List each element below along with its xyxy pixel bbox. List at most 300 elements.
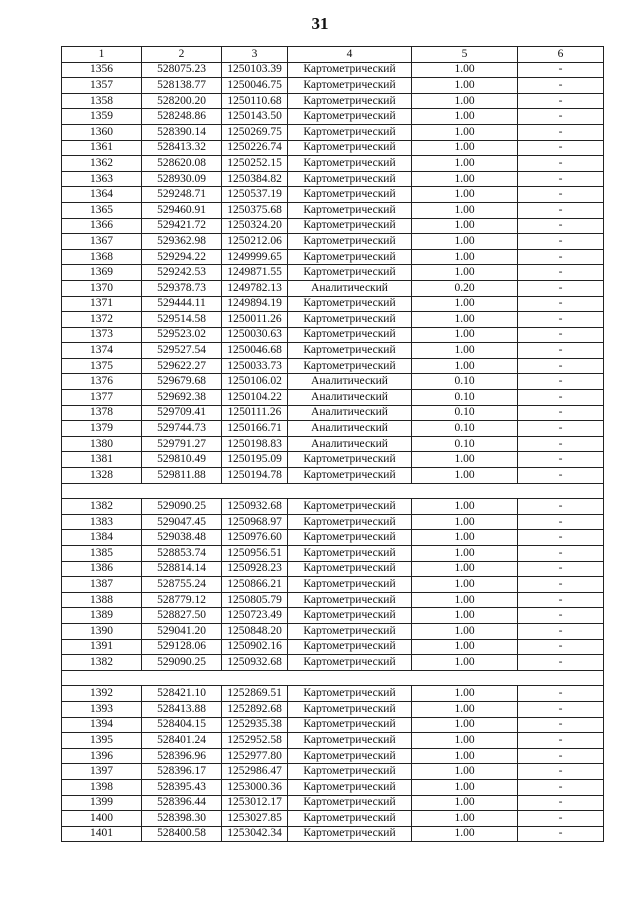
method-cell: Аналитический [288, 405, 412, 421]
table-row [62, 623, 604, 639]
accuracy-cell: 1.00 [412, 701, 518, 717]
point-number-cell: 1372 [62, 312, 142, 328]
x-coordinate-cell: 528401.24 [142, 733, 222, 749]
accuracy-cell: 1.00 [412, 265, 518, 281]
table-row [62, 265, 604, 281]
method-cell: Картометрический [288, 639, 412, 655]
x-coordinate-cell: 528930.09 [142, 171, 222, 187]
x-coordinate-cell: 529744.73 [142, 421, 222, 437]
accuracy-cell: 1.00 [412, 733, 518, 749]
accuracy-cell: 0.10 [412, 390, 518, 406]
table-row [62, 124, 604, 140]
accuracy-cell: 0.10 [412, 374, 518, 390]
accuracy-cell: 1.00 [412, 249, 518, 265]
point-number-cell: 1389 [62, 608, 142, 624]
note-cell: - [518, 436, 604, 452]
point-number-cell: 1395 [62, 733, 142, 749]
x-coordinate-cell: 529527.54 [142, 343, 222, 359]
table-row [62, 78, 604, 94]
table-row [62, 577, 604, 593]
method-cell: Картометрический [288, 358, 412, 374]
note-cell: - [518, 655, 604, 671]
table-row [62, 249, 604, 265]
accuracy-cell: 0.10 [412, 436, 518, 452]
point-number-cell: 1391 [62, 639, 142, 655]
coordinates-table [61, 46, 604, 842]
method-cell: Картометрический [288, 655, 412, 671]
note-cell: - [518, 312, 604, 328]
x-coordinate-cell: 528398.30 [142, 811, 222, 827]
point-number-cell: 1366 [62, 218, 142, 234]
y-coordinate-cell: 1250111.26 [222, 405, 288, 421]
table-row [62, 686, 604, 702]
method-cell: Картометрический [288, 202, 412, 218]
accuracy-cell: 1.00 [412, 655, 518, 671]
x-coordinate-cell: 528390.14 [142, 124, 222, 140]
accuracy-cell: 1.00 [412, 468, 518, 484]
note-cell: - [518, 327, 604, 343]
point-number-cell: 1382 [62, 499, 142, 515]
point-number-cell: 1380 [62, 436, 142, 452]
note-cell: - [518, 124, 604, 140]
table-row [62, 826, 604, 842]
point-number-cell: 1398 [62, 779, 142, 795]
accuracy-cell: 1.00 [412, 358, 518, 374]
table-row [62, 561, 604, 577]
method-cell: Картометрический [288, 93, 412, 109]
note-cell: - [518, 78, 604, 94]
table-row [62, 795, 604, 811]
y-coordinate-cell: 1253012.17 [222, 795, 288, 811]
table-row [62, 140, 604, 156]
x-coordinate-cell: 529523.02 [142, 327, 222, 343]
note-cell: - [518, 779, 604, 795]
point-number-cell: 1399 [62, 795, 142, 811]
x-coordinate-cell: 529378.73 [142, 280, 222, 296]
table-row [62, 218, 604, 234]
x-coordinate-cell: 529421.72 [142, 218, 222, 234]
method-cell: Картометрический [288, 499, 412, 515]
point-number-cell: 1371 [62, 296, 142, 312]
table-row [62, 530, 604, 546]
table-row [62, 436, 604, 452]
x-coordinate-cell: 529679.68 [142, 374, 222, 390]
note-cell: - [518, 795, 604, 811]
note-cell: - [518, 109, 604, 125]
x-coordinate-cell: 529041.20 [142, 623, 222, 639]
accuracy-cell: 1.00 [412, 202, 518, 218]
note-cell: - [518, 514, 604, 530]
point-number-cell: 1360 [62, 124, 142, 140]
x-coordinate-cell: 529514.58 [142, 312, 222, 328]
table-row [62, 779, 604, 795]
point-number-cell: 1388 [62, 592, 142, 608]
accuracy-cell: 1.00 [412, 623, 518, 639]
y-coordinate-cell: 1250252.15 [222, 156, 288, 172]
table-row [62, 93, 604, 109]
y-coordinate-cell: 1250537.19 [222, 187, 288, 203]
x-coordinate-cell: 528413.32 [142, 140, 222, 156]
note-cell: - [518, 218, 604, 234]
point-number-cell: 1364 [62, 187, 142, 203]
method-cell: Картометрический [288, 561, 412, 577]
accuracy-cell: 1.00 [412, 639, 518, 655]
table-row [62, 701, 604, 717]
accuracy-cell: 0.10 [412, 421, 518, 437]
table-row [62, 514, 604, 530]
method-cell: Картометрический [288, 296, 412, 312]
note-cell: - [518, 686, 604, 702]
method-cell: Аналитический [288, 421, 412, 437]
accuracy-cell: 1.00 [412, 811, 518, 827]
x-coordinate-cell: 529038.48 [142, 530, 222, 546]
x-coordinate-cell: 529090.25 [142, 499, 222, 515]
x-coordinate-cell: 528413.88 [142, 701, 222, 717]
note-cell: - [518, 202, 604, 218]
table-row [62, 374, 604, 390]
y-coordinate-cell: 1250932.68 [222, 655, 288, 671]
note-cell: - [518, 280, 604, 296]
method-cell: Картометрический [288, 312, 412, 328]
y-coordinate-cell: 1250106.02 [222, 374, 288, 390]
y-coordinate-cell: 1250030.63 [222, 327, 288, 343]
accuracy-cell: 1.00 [412, 795, 518, 811]
accuracy-cell: 1.00 [412, 826, 518, 842]
x-coordinate-cell: 529622.27 [142, 358, 222, 374]
separator-cell [62, 483, 604, 499]
note-cell: - [518, 639, 604, 655]
accuracy-cell: 1.00 [412, 62, 518, 78]
accuracy-cell: 1.00 [412, 124, 518, 140]
table-row [62, 234, 604, 250]
y-coordinate-cell: 1250384.82 [222, 171, 288, 187]
y-coordinate-cell: 1250046.68 [222, 343, 288, 359]
method-cell: Картометрический [288, 733, 412, 749]
y-coordinate-cell: 1250195.09 [222, 452, 288, 468]
method-cell: Картометрический [288, 234, 412, 250]
point-number-cell: 1357 [62, 78, 142, 94]
accuracy-cell: 1.00 [412, 592, 518, 608]
note-cell: - [518, 171, 604, 187]
y-coordinate-cell: 1250902.16 [222, 639, 288, 655]
x-coordinate-cell: 529692.38 [142, 390, 222, 406]
method-cell: Картометрический [288, 592, 412, 608]
note-cell: - [518, 93, 604, 109]
point-number-cell: 1367 [62, 234, 142, 250]
accuracy-cell: 1.00 [412, 296, 518, 312]
accuracy-cell: 1.00 [412, 499, 518, 515]
y-coordinate-cell: 1250046.75 [222, 78, 288, 94]
table-row [62, 156, 604, 172]
table-row [62, 608, 604, 624]
point-number-cell: 1365 [62, 202, 142, 218]
note-cell: - [518, 577, 604, 593]
table-separator-row [62, 483, 604, 499]
method-cell: Картометрический [288, 764, 412, 780]
note-cell: - [518, 733, 604, 749]
y-coordinate-cell: 1252977.80 [222, 748, 288, 764]
x-coordinate-cell: 528396.96 [142, 748, 222, 764]
y-coordinate-cell: 1252869.51 [222, 686, 288, 702]
table-row [62, 109, 604, 125]
x-coordinate-cell: 529128.06 [142, 639, 222, 655]
table-separator-row [62, 670, 604, 686]
point-number-cell: 1356 [62, 62, 142, 78]
y-coordinate-cell: 1250212.06 [222, 234, 288, 250]
method-cell: Картометрический [288, 124, 412, 140]
point-number-cell: 1376 [62, 374, 142, 390]
accuracy-cell: 1.00 [412, 156, 518, 172]
y-coordinate-cell: 1250033.73 [222, 358, 288, 374]
point-number-cell: 1384 [62, 530, 142, 546]
table-row [62, 421, 604, 437]
separator-cell [62, 670, 604, 686]
method-cell: Картометрический [288, 109, 412, 125]
note-cell: - [518, 826, 604, 842]
method-cell: Картометрический [288, 748, 412, 764]
point-number-cell: 1373 [62, 327, 142, 343]
x-coordinate-cell: 529811.88 [142, 468, 222, 484]
method-cell: Картометрический [288, 608, 412, 624]
y-coordinate-cell: 1250805.79 [222, 592, 288, 608]
accuracy-cell: 0.10 [412, 405, 518, 421]
point-number-cell: 1396 [62, 748, 142, 764]
note-cell: - [518, 140, 604, 156]
accuracy-cell: 1.00 [412, 452, 518, 468]
y-coordinate-cell: 1250110.68 [222, 93, 288, 109]
accuracy-cell: 1.00 [412, 764, 518, 780]
point-number-cell: 1386 [62, 561, 142, 577]
y-coordinate-cell: 1250011.26 [222, 312, 288, 328]
accuracy-cell: 1.00 [412, 608, 518, 624]
accuracy-cell: 1.00 [412, 561, 518, 577]
y-coordinate-cell: 1250104.22 [222, 390, 288, 406]
table-row [62, 717, 604, 733]
y-coordinate-cell: 1250375.68 [222, 202, 288, 218]
table-row [62, 655, 604, 671]
table-row [62, 358, 604, 374]
accuracy-cell: 1.00 [412, 109, 518, 125]
method-cell: Картометрический [288, 343, 412, 359]
x-coordinate-cell: 529294.22 [142, 249, 222, 265]
x-coordinate-cell: 528814.14 [142, 561, 222, 577]
x-coordinate-cell: 528395.43 [142, 779, 222, 795]
y-coordinate-cell: 1253042.34 [222, 826, 288, 842]
method-cell: Картометрический [288, 78, 412, 94]
point-number-cell: 1370 [62, 280, 142, 296]
accuracy-cell: 1.00 [412, 717, 518, 733]
point-number-cell: 1401 [62, 826, 142, 842]
x-coordinate-cell: 528755.24 [142, 577, 222, 593]
accuracy-cell: 1.00 [412, 748, 518, 764]
note-cell: - [518, 265, 604, 281]
accuracy-cell: 1.00 [412, 546, 518, 562]
table-row [62, 452, 604, 468]
note-cell: - [518, 234, 604, 250]
note-cell: - [518, 608, 604, 624]
table-row [62, 187, 604, 203]
note-cell: - [518, 374, 604, 390]
method-cell: Картометрический [288, 577, 412, 593]
point-number-cell: 1381 [62, 452, 142, 468]
method-cell: Картометрический [288, 140, 412, 156]
point-number-cell: 1375 [62, 358, 142, 374]
note-cell: - [518, 249, 604, 265]
y-coordinate-cell: 1250194.78 [222, 468, 288, 484]
x-coordinate-cell: 529810.49 [142, 452, 222, 468]
point-number-cell: 1378 [62, 405, 142, 421]
point-number-cell: 1368 [62, 249, 142, 265]
point-number-cell: 1361 [62, 140, 142, 156]
note-cell: - [518, 405, 604, 421]
x-coordinate-cell: 528396.17 [142, 764, 222, 780]
note-cell: - [518, 499, 604, 515]
point-number-cell: 1369 [62, 265, 142, 281]
table-row [62, 280, 604, 296]
note-cell: - [518, 546, 604, 562]
note-cell: - [518, 156, 604, 172]
method-cell: Картометрический [288, 795, 412, 811]
point-number-cell: 1374 [62, 343, 142, 359]
x-coordinate-cell: 528404.15 [142, 717, 222, 733]
table-row [62, 343, 604, 359]
y-coordinate-cell: 1249782.13 [222, 280, 288, 296]
table-row [62, 811, 604, 827]
x-coordinate-cell: 528853.74 [142, 546, 222, 562]
note-cell: - [518, 62, 604, 78]
y-coordinate-cell: 1253027.85 [222, 811, 288, 827]
method-cell: Картометрический [288, 187, 412, 203]
table-row [62, 639, 604, 655]
y-coordinate-cell: 1250976.60 [222, 530, 288, 546]
note-cell: - [518, 421, 604, 437]
accuracy-cell: 1.00 [412, 577, 518, 593]
x-coordinate-cell: 528138.77 [142, 78, 222, 94]
y-coordinate-cell: 1250143.50 [222, 109, 288, 125]
method-cell: Аналитический [288, 280, 412, 296]
table-row [62, 327, 604, 343]
method-cell: Картометрический [288, 468, 412, 484]
note-cell: - [518, 530, 604, 546]
y-coordinate-cell: 1250226.74 [222, 140, 288, 156]
method-cell: Картометрический [288, 811, 412, 827]
method-cell: Картометрический [288, 686, 412, 702]
accuracy-cell: 1.00 [412, 343, 518, 359]
y-coordinate-cell: 1250928.23 [222, 561, 288, 577]
point-number-cell: 1359 [62, 109, 142, 125]
y-coordinate-cell: 1250956.51 [222, 546, 288, 562]
header-cell-1: 1 [62, 47, 142, 63]
point-number-cell: 1328 [62, 468, 142, 484]
note-cell: - [518, 296, 604, 312]
table-header-row [62, 47, 604, 63]
method-cell: Аналитический [288, 374, 412, 390]
note-cell: - [518, 561, 604, 577]
x-coordinate-cell: 529791.27 [142, 436, 222, 452]
y-coordinate-cell: 1250103.39 [222, 62, 288, 78]
y-coordinate-cell: 1250198.83 [222, 436, 288, 452]
table-row [62, 764, 604, 780]
accuracy-cell: 1.00 [412, 686, 518, 702]
y-coordinate-cell: 1250968.97 [222, 514, 288, 530]
point-number-cell: 1390 [62, 623, 142, 639]
y-coordinate-cell: 1250932.68 [222, 499, 288, 515]
table-row [62, 499, 604, 515]
y-coordinate-cell: 1252952.58 [222, 733, 288, 749]
header-cell-5: 5 [412, 47, 518, 63]
x-coordinate-cell: 528200.20 [142, 93, 222, 109]
table-row [62, 405, 604, 421]
header-cell-3: 3 [222, 47, 288, 63]
accuracy-cell: 1.00 [412, 171, 518, 187]
point-number-cell: 1397 [62, 764, 142, 780]
accuracy-cell: 1.00 [412, 312, 518, 328]
x-coordinate-cell: 529248.71 [142, 187, 222, 203]
accuracy-cell: 1.00 [412, 779, 518, 795]
header-cell-4: 4 [288, 47, 412, 63]
method-cell: Картометрический [288, 530, 412, 546]
method-cell: Картометрический [288, 327, 412, 343]
y-coordinate-cell: 1250723.49 [222, 608, 288, 624]
table-row [62, 733, 604, 749]
table-row [62, 312, 604, 328]
x-coordinate-cell: 529242.53 [142, 265, 222, 281]
x-coordinate-cell: 529090.25 [142, 655, 222, 671]
note-cell: - [518, 452, 604, 468]
x-coordinate-cell: 529362.98 [142, 234, 222, 250]
accuracy-cell: 1.00 [412, 187, 518, 203]
table-row [62, 202, 604, 218]
table-row [62, 468, 604, 484]
y-coordinate-cell: 1253000.36 [222, 779, 288, 795]
note-cell: - [518, 592, 604, 608]
accuracy-cell: 1.00 [412, 530, 518, 546]
note-cell: - [518, 764, 604, 780]
table-row [62, 592, 604, 608]
point-number-cell: 1387 [62, 577, 142, 593]
header-cell-6: 6 [518, 47, 604, 63]
table-row [62, 296, 604, 312]
note-cell: - [518, 358, 604, 374]
point-number-cell: 1392 [62, 686, 142, 702]
x-coordinate-cell: 529444.11 [142, 296, 222, 312]
point-number-cell: 1382 [62, 655, 142, 671]
method-cell: Картометрический [288, 62, 412, 78]
table-row [62, 62, 604, 78]
point-number-cell: 1394 [62, 717, 142, 733]
y-coordinate-cell: 1252986.47 [222, 764, 288, 780]
y-coordinate-cell: 1252892.68 [222, 701, 288, 717]
method-cell: Картометрический [288, 779, 412, 795]
method-cell: Картометрический [288, 171, 412, 187]
y-coordinate-cell: 1249894.19 [222, 296, 288, 312]
method-cell: Картометрический [288, 218, 412, 234]
note-cell: - [518, 748, 604, 764]
x-coordinate-cell: 528421.10 [142, 686, 222, 702]
note-cell: - [518, 187, 604, 203]
method-cell: Картометрический [288, 826, 412, 842]
y-coordinate-cell: 1249999.65 [222, 249, 288, 265]
point-number-cell: 1362 [62, 156, 142, 172]
method-cell: Картометрический [288, 265, 412, 281]
note-cell: - [518, 717, 604, 733]
method-cell: Аналитический [288, 436, 412, 452]
point-number-cell: 1358 [62, 93, 142, 109]
x-coordinate-cell: 528396.44 [142, 795, 222, 811]
accuracy-cell: 1.00 [412, 234, 518, 250]
point-number-cell: 1400 [62, 811, 142, 827]
point-number-cell: 1379 [62, 421, 142, 437]
